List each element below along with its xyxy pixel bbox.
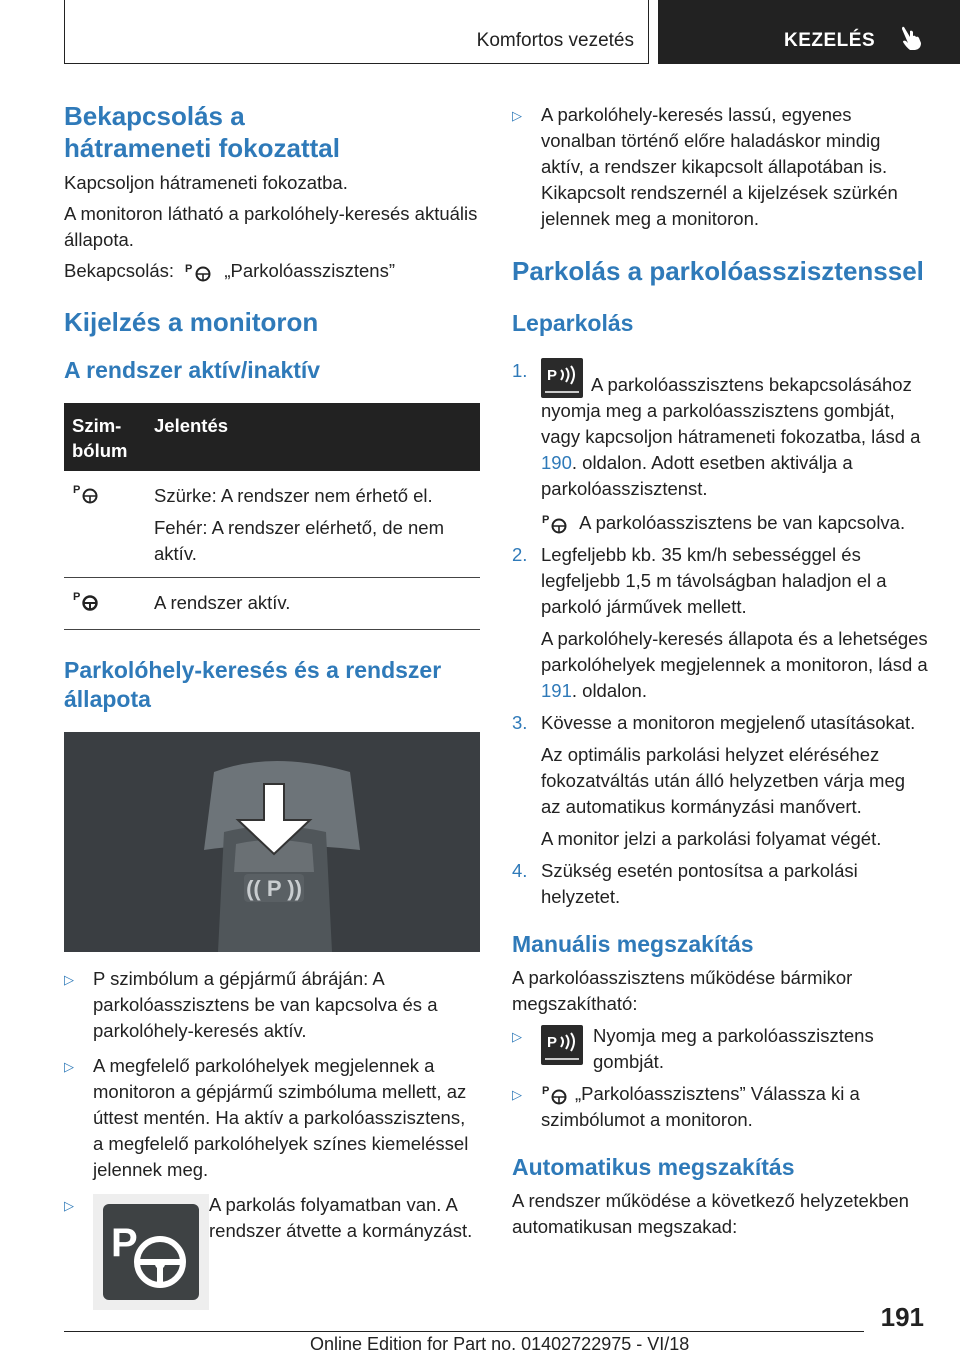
right-column [512,100,928,1240]
parking-button-icon [541,1025,583,1065]
paragraph: A rendszer működése a következő helyzetekben automatikusan megszakad: [512,1190,909,1237]
svg-text:P: P [73,591,81,603]
parking-assistant-gray-icon [72,483,102,505]
step-3: 3. Kövesse a monitoron megjelenő utasításokat. Az optimális parkolási helyzet eléréséhez fokozatváltás után álló helyzetben várja meg az automatikus kormányzási manővert. A monitor jelzi a parkolási folyamat végét. [512,712,916,849]
table-header-symbol: Szim-bólum [64,403,146,471]
parking-assistant-active-icon [72,590,102,612]
svg-text:P: P [547,1034,558,1051]
parking-assistant-icon [541,1084,575,1106]
table-header-row [64,403,480,471]
table-header-meaning: Jelentés [146,403,480,471]
activation-line: Bekapcsolás: P „Parkolóasszisztens” [64,258,480,284]
paragraph: A parkolóasszisztens működése bármikor megszakítható: [512,967,853,1014]
bullet-item: ▷ P szimbólum a gépjármű ábráján: A parkolóasszisztens be van kapcsolva és a parkolóhely-keresés aktív. [64,968,438,1041]
heading-parking-search-status: Parkolóhely-keresés és a rendszer állapota [64,657,442,712]
parking-steering-icon [93,1194,209,1310]
symbol-table [64,403,480,630]
table-cell: Szürke: A rendszer nem érhető el. [154,485,433,506]
svg-text:P: P [542,514,550,527]
bullet-item: ▷ A megfelelő parkolóhelyek megjelennek a monitoron a gépjármű szimbóluma mellett, az úttest mentén. Ha aktív a parkolóasszisztens, a megfelelő parkolóhelyek színes kiemeléssel jelennek meg. [64,1055,469,1180]
heading-parking-with-assistant: Parkolás a parkolóasszisztenssel [512,256,924,286]
table-row [64,578,480,630]
step-1: 1. P A parkolóasszisztens bekapcsolásához nyomja meg a parkolóasszisztens gombját, vagy kapcsoljon hátrameneti fokozatba, lásd a 190. oldalon. Adott esetben aktiválja a parkolóasszisztenst. P A parkolóasszisztens be van kapcsolva. [512,358,928,536]
header-section-title: Komfortos vezetés [476,30,634,51]
triangle-bullet-icon: ▷ [512,108,522,123]
heading-automatic-cancel: Automatikus megszakítás [512,1154,795,1180]
page-number: 191 [880,1302,924,1332]
page-link[interactable]: 190 [541,452,572,473]
step-4: 4. Szükség esetén pontosítsa a parkolási helyzetet. [512,860,858,907]
triangle-bullet-icon: ▷ [512,1029,522,1044]
svg-text:P: P [111,1221,138,1265]
bullet-item: ▷ P Nyomja meg a parkolóasszisztens gombját. [512,1025,874,1072]
heading-reverse-gear: Bekapcsolás a hátrameneti fokozattal [64,101,340,163]
edition-line: Online Edition for Part no. 01402722975 - VI/18 [310,1334,690,1354]
step-2: 2. Legfeljebb kb. 35 km/h sebességgel és legfeljebb 1,5 m távolságban haladjon el a parkoló járművek mellett. A parkolóhely-keresés állapota és a lehetséges parkolóhelyek megjelennek a monitoron, lásd a 191. oldalon. [512,544,928,701]
heading-active-inactive: A rendszer aktív/inaktív [64,357,321,383]
heading-parking-in: Leparkolás [512,310,634,336]
triangle-bullet-icon: ▷ [64,972,74,987]
triangle-bullet-icon: ▷ [512,1087,522,1102]
left-column [64,100,480,1312]
triangle-bullet-icon: ▷ [64,1059,74,1074]
svg-text:P: P [73,484,81,496]
heading-monitor-display: Kijelzés a monitoron [64,307,319,337]
bullet-item: ▷ A parkolóhely-keresés lassú, egyenes vonalban történő előre haladáskor mindig aktív, a rendszer kikapcsolt állapotában is. Kikapcsolt rendszernél a kijelzések szürkén jelennek meg a monitoron. [512,104,898,229]
table-cell: A rendszer aktív. [146,578,480,630]
svg-text:P: P [185,263,193,276]
parking-assistant-icon [541,513,575,535]
svg-text:(( P )): (( P )) [246,876,302,901]
header-section-box [64,0,649,64]
heading-manual-cancel: Manuális megszakítás [512,931,754,957]
parking-button-icon [541,358,583,398]
footer-divider [64,1331,864,1332]
bullet-item: ▷ P A parkolás folyamatban van. A rendszer átvette a kormányzást. [64,1192,480,1312]
hand-pointer-icon [900,25,924,51]
header-chapter-box [658,0,960,64]
svg-text:P: P [542,1085,550,1098]
paragraph: A monitoron látható a parkolóhely-keresés aktuális állapota. [64,203,478,250]
paragraph: Kapcsoljon hátrameneti fokozatba. [64,172,348,193]
parking-monitor-illustration [64,732,480,952]
svg-text:P: P [547,367,558,384]
bullet-item: ▷ P „Parkolóasszisztens” Válassza ki a szimbólumot a monitoron. [512,1083,860,1130]
header-chapter-title: KEZELÉS [784,30,876,51]
table-cell: Fehér: A rendszer elérhető, de nem aktív. [154,517,445,564]
triangle-bullet-icon: ▷ [64,1198,74,1213]
table-row [64,471,480,578]
parking-assistant-icon [179,261,219,283]
page-link[interactable]: 191 [541,680,572,701]
